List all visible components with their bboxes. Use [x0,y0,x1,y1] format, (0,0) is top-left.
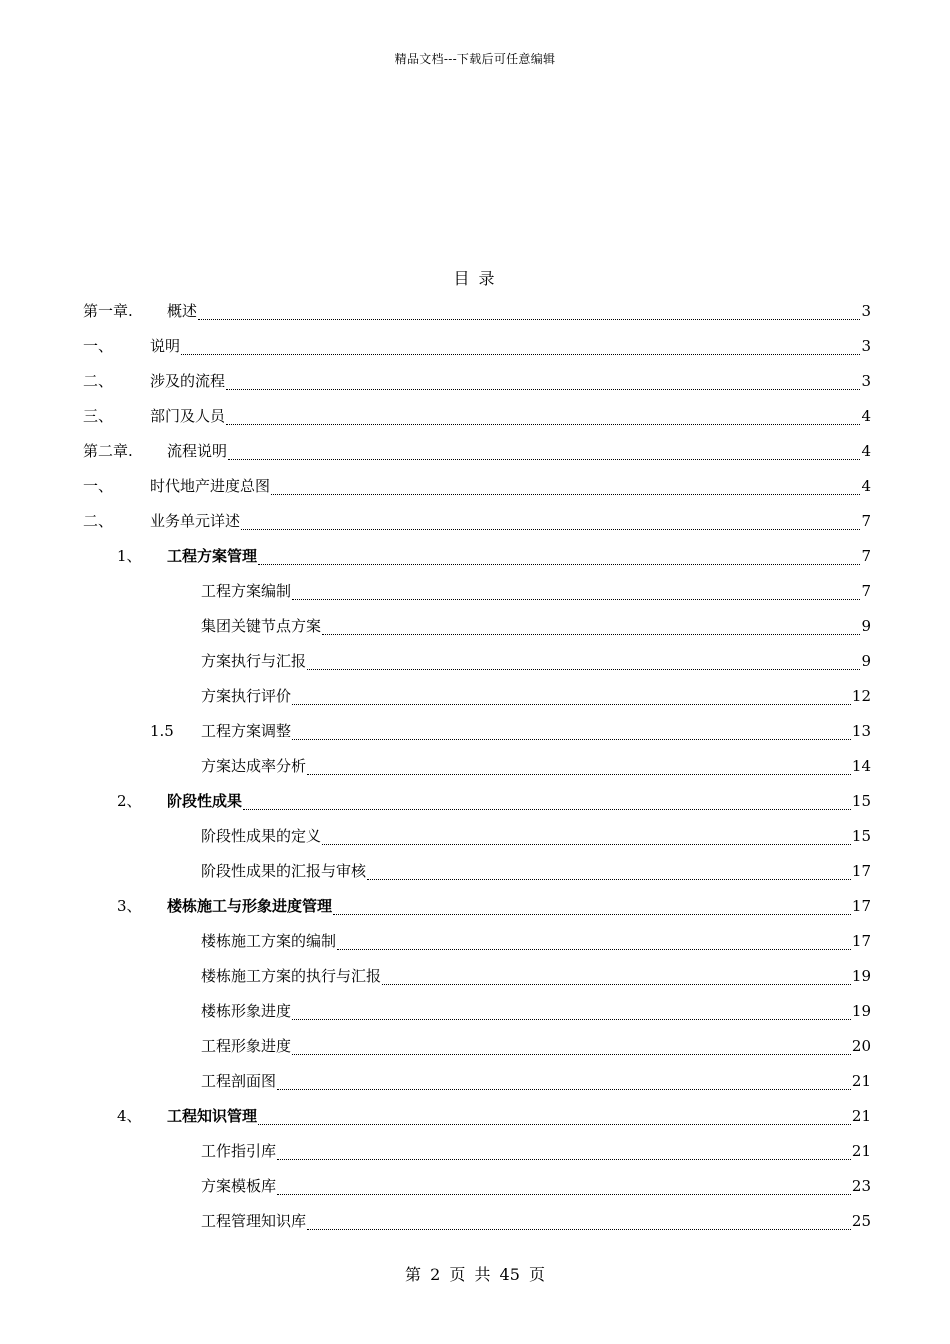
toc-entry-page: 19 [851,1001,871,1020]
toc-entry-label: 说明 [150,337,181,355]
toc-entry-page: 21 [851,1071,871,1090]
toc-entry-label: 工程方案调整 [201,722,292,740]
toc-entry[interactable] [83,1203,871,1238]
toc-entry-page: 9 [861,616,871,635]
toc-leader-dots [277,1079,851,1090]
toc-entry-page: 7 [861,546,871,565]
toc-entry-number: 三、 [83,407,114,425]
toc-entry-label: 工程知识管理 [167,1107,258,1125]
toc-entry-page: 19 [851,966,871,985]
toc-leader-dots [367,869,851,880]
toc-entry-page: 12 [851,686,871,705]
toc-leader-dots [322,624,860,635]
toc-entry-page: 7 [861,511,871,530]
toc-entry[interactable] [83,888,871,923]
toc-entry-page: 17 [851,931,871,950]
toc-entry[interactable] [83,923,871,958]
toc-entry-label: 工程方案编制 [201,582,292,600]
toc-entry[interactable] [83,1098,871,1133]
toc-entry-page: 4 [861,441,871,460]
toc-leader-dots [226,379,860,390]
toc-entry-label: 阶段性成果的汇报与审核 [201,862,367,880]
toc-entry-page: 13 [851,721,871,740]
toc-entry[interactable] [83,853,871,888]
toc-entry[interactable] [83,818,871,853]
toc-entry[interactable] [83,363,871,398]
toc-entry[interactable] [83,713,871,748]
toc-entry-number: 第二章. [83,442,133,460]
toc-entry-label: 方案达成率分析 [201,757,307,775]
toc-entry-label: 工程剖面图 [201,1072,277,1090]
toc-leader-dots [258,554,860,565]
toc-entry[interactable] [83,643,871,678]
toc-entry-label: 楼栋形象进度 [201,1002,292,1020]
toc-entry-page: 15 [851,791,871,810]
toc-entry-label: 流程说明 [167,442,228,460]
toc-entry-label: 涉及的流程 [150,372,226,390]
toc-entry-label: 工作指引库 [201,1142,277,1160]
toc-entry-label: 时代地产进度总图 [150,477,271,495]
toc-entry-number: 4、 [117,1107,142,1125]
toc-entry-page: 9 [861,651,871,670]
page-header-note: 精品文档---下载后可任意编辑 [394,52,556,66]
toc-entry[interactable] [83,573,871,608]
toc-entry-page: 21 [851,1106,871,1125]
toc-entry[interactable] [83,293,871,328]
toc-leader-dots [258,1114,851,1125]
toc-entry-label: 集团关键节点方案 [201,617,322,635]
toc-leader-dots [307,764,851,775]
toc-leader-dots [292,1009,851,1020]
toc-entry-label: 方案模板库 [201,1177,277,1195]
toc-entry-page: 4 [861,476,871,495]
toc-leader-dots [333,904,851,915]
toc-leader-dots [292,729,851,740]
table-of-contents [83,293,871,1238]
toc-entry-page: 4 [861,406,871,425]
toc-entry-number: 1.5 [150,721,174,740]
toc-entry-number: 一、 [83,337,114,355]
toc-leader-dots [181,344,860,355]
toc-entry-label: 工程管理知识库 [201,1212,307,1230]
toc-entry-label: 工程方案管理 [167,547,258,565]
toc-entry-label: 方案执行评价 [201,687,292,705]
toc-entry-label: 业务单元详述 [150,512,241,530]
toc-leader-dots [243,799,851,810]
toc-entry-number: 第一章. [83,302,133,320]
toc-entry[interactable] [83,1168,871,1203]
toc-leader-dots [271,484,860,495]
toc-entry-number: 3、 [117,897,142,915]
toc-entry-page: 3 [861,371,871,390]
toc-entry-label: 楼栋施工与形象进度管理 [167,897,333,915]
toc-entry-number: 一、 [83,477,114,495]
toc-leader-dots [337,939,851,950]
toc-entry-page: 23 [851,1176,871,1195]
toc-entry[interactable] [83,608,871,643]
toc-entry[interactable] [83,538,871,573]
toc-leader-dots [277,1149,851,1160]
toc-entry-label: 方案执行与汇报 [201,652,307,670]
toc-entry-page: 15 [851,826,871,845]
toc-entry[interactable] [83,748,871,783]
toc-leader-dots [277,1184,851,1195]
toc-entry-page: 7 [861,581,871,600]
toc-entry-number: 二、 [83,372,114,390]
toc-entry[interactable] [83,993,871,1028]
toc-entry[interactable] [83,1063,871,1098]
toc-leader-dots [382,974,851,985]
toc-entry-number: 2、 [117,792,142,810]
toc-entry-label: 楼栋施工方案的编制 [201,932,337,950]
page-footer: 第 2 页 共 45 页 [405,1265,545,1284]
toc-entry-page: 17 [851,896,871,915]
toc-entry-label: 概述 [167,302,198,320]
toc-leader-dots [226,414,860,425]
toc-entry[interactable] [83,958,871,993]
toc-leader-dots [241,519,860,530]
toc-leader-dots [292,589,860,600]
toc-leader-dots [292,1044,851,1055]
toc-entry-label: 阶段性成果 [167,792,243,810]
toc-entry[interactable] [83,468,871,503]
toc-entry[interactable] [83,1133,871,1168]
toc-leader-dots [292,694,851,705]
toc-entry-number: 1、 [117,547,142,565]
toc-title: 目 录 [453,269,497,288]
toc-entry[interactable] [83,783,871,818]
toc-leader-dots [322,834,851,845]
toc-entry-page: 20 [851,1036,871,1055]
toc-entry[interactable] [83,1028,871,1063]
toc-leader-dots [307,659,860,670]
toc-entry-label: 部门及人员 [150,407,226,425]
toc-entry[interactable] [83,503,871,538]
toc-entry-page: 3 [861,301,871,320]
toc-entry[interactable] [83,328,871,363]
toc-entry-label: 阶段性成果的定义 [201,827,322,845]
toc-entry-label: 工程形象进度 [201,1037,292,1055]
toc-entry[interactable] [83,678,871,713]
toc-entry-page: 14 [851,756,871,775]
toc-entry-page: 25 [851,1211,871,1230]
toc-entry-page: 21 [851,1141,871,1160]
toc-entry-page: 17 [851,861,871,880]
toc-entry[interactable] [83,433,871,468]
toc-entry-number: 二、 [83,512,114,530]
toc-entry[interactable] [83,398,871,433]
toc-entry-label: 楼栋施工方案的执行与汇报 [201,967,382,985]
toc-leader-dots [307,1219,851,1230]
toc-leader-dots [228,449,860,460]
toc-entry-page: 3 [861,336,871,355]
toc-leader-dots [198,309,860,320]
